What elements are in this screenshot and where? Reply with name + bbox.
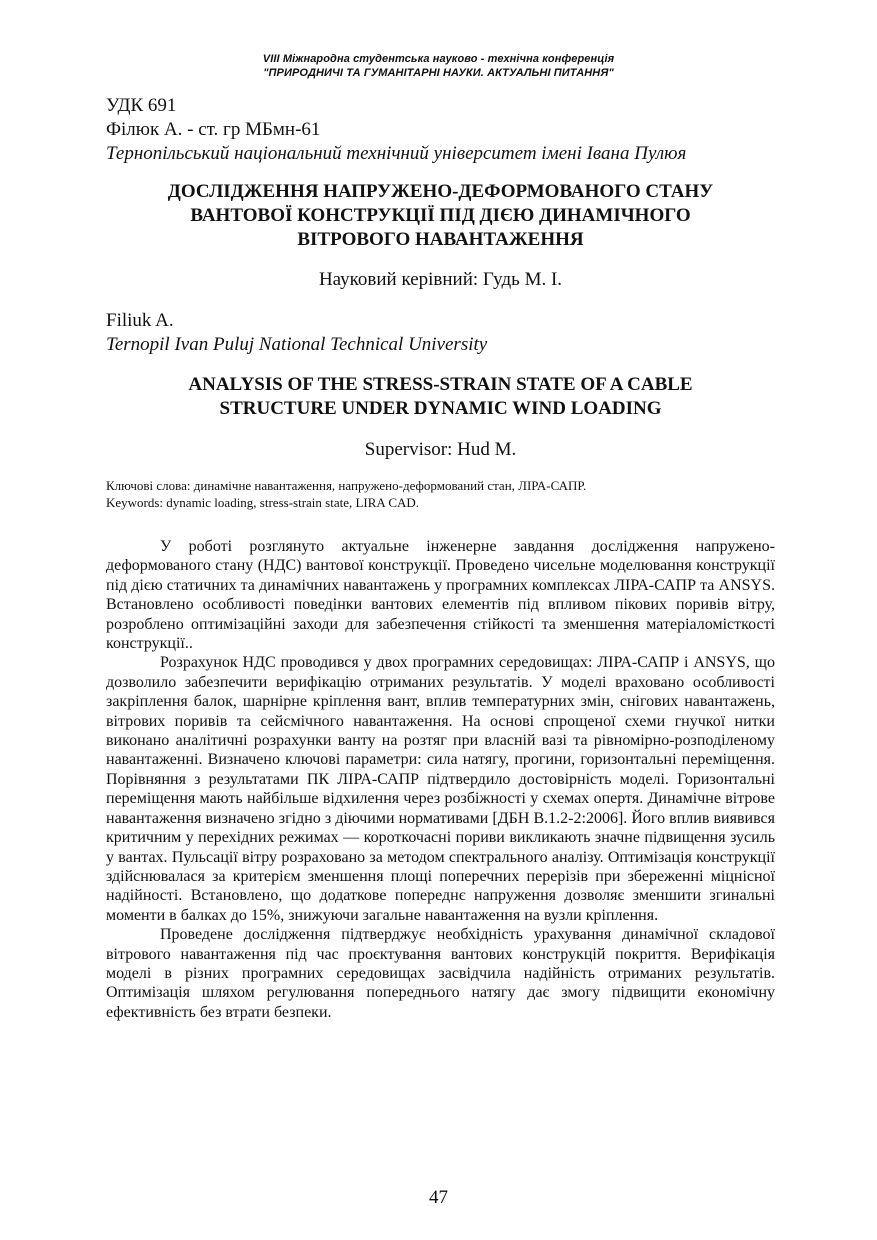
body-paragraph: Проведене дослідження підтверджує необхідність урахування динамічної складової вітрового навантаження під час проєктування вантових конструкцій покриття. Верифікація моделі в різних програмних середовищах засвідчила надійність отриманих результатів. Оптимізація шляхом регулювання попереднього натягу дає змогу підвищити економічну ефективність без втрати безпеки. xyxy=(106,926,775,1021)
conference-header-line2: "ПРИРОДНИЧІ ТА ГУМАНІТАРНІ НАУКИ. АКТУАЛЬНІ ПИТАННЯ" xyxy=(263,67,614,79)
supervisor-en: Supervisor: Hud M. xyxy=(364,439,517,460)
paper-title-ua-line1: ДОСЛІДЖЕННЯ НАПРУЖЕНО-ДЕФОРМОВАНОГО СТАНУ xyxy=(167,181,714,202)
paper-title-ua-line3: ВІТРОВОГО НАВАНТАЖЕННЯ xyxy=(297,229,584,250)
paper-title-en xyxy=(106,373,775,421)
affiliation-ua: Тернопільський національний технічний університет імені Івана Пулюя xyxy=(106,143,687,164)
keywords-en: Keywords: dynamic loading, stress-strain state, LIRA CAD. xyxy=(106,495,420,510)
affiliation-en: Ternopil Ivan Puluj National Technical University xyxy=(106,334,488,355)
conference-header-line1: VIII Міжнародна студентська науково - технічна конференція xyxy=(262,53,615,65)
paper-title-ua xyxy=(106,180,775,252)
page-number: 47 xyxy=(429,1187,448,1208)
udk-code: УДК 691 xyxy=(106,95,177,116)
paper-title-en-line1: ANALYSIS OF THE STRESS-STRAIN STATE OF A CABLE xyxy=(188,374,693,395)
author-ua: Філюк А. - ст. гр МБмн-61 xyxy=(106,119,321,140)
conference-header xyxy=(0,52,877,80)
supervisor-ua: Науковий керівний: Гудь М. І. xyxy=(318,269,563,290)
paper-title-en-line2: STRUCTURE UNDER DYNAMIC WIND LOADING xyxy=(219,398,662,419)
body-paragraph: Розрахунок НДС проводився у двох програмних середовищах: ЛІРА-САПР і ANSYS, що дозволило забезпечити верифікацію отриманих результатів. У моделі враховано особливості закріплення балок, шарнірне кріплення вант, вплив температурних змін, снігових навантажень, вітрових поривів та сейсмічного навантаження. На основі спрощеної схеми гнучкої нитки виконано аналітичні розрахунки ванту на розтяг при власній вазі та рівномірно-розподіленому навантаженні. Визначено ключові параметри: сила натягу, прогини, горизонтальні переміщення. Порівняння з результатами ПК ЛІРА-САПР підтвердило достовірність моделі. Горизонтальні переміщення мають найбільше відхилення через розбіжності у схемах опертя. Динамічне вітрове навантаження визначено згідно з діючими нормативами [ДБН В.1.2-2:2006]. Його вплив виявився критичним у перехідних режимах — короткочасні пориви викликають значне підвищення зусиль у вантах. Пульсації вітру розраховано за методом спектрального аналізу. Оптимізація конструкції здійснювалася за критерієм зменшення площі поперечних перерізів при збереженні міцнісної надійності. Встановлено, що додаткове попереднє напруження дозволяє зменшити згинальні моменти в балках до 15%, знижуючи загальне навантаження на вузли кріплення. xyxy=(106,654,775,924)
author-en: Filiuk A. xyxy=(106,310,174,331)
keywords-ua: Ключові слова: динамічне навантаження, напружено-деформований стан, ЛІРА-САПР. xyxy=(106,478,587,493)
abstract-body xyxy=(106,537,775,1022)
body-paragraph: У роботі розглянуто актуальне інженерне завдання дослідження напружено-деформованого стану (НДС) вантової конструкції. Проведено чисельне моделювання конструкції під дією статичних та динамічних навантажень у програмних комплексах ЛІРА-САПР та ANSYS. Встановлено особливості поведінки вантових елементів під впливом пікових поривів вітру, розроблено оптимізаційні заходи для забезпечення стійкості та зменшення матеріаломісткості конструкції.. xyxy=(106,538,775,653)
paper-title-ua-line2: ВАНТОВОЇ КОНСТРУКЦІЇ ПІД ДІЄЮ ДИНАМІЧНОГО xyxy=(190,205,691,226)
